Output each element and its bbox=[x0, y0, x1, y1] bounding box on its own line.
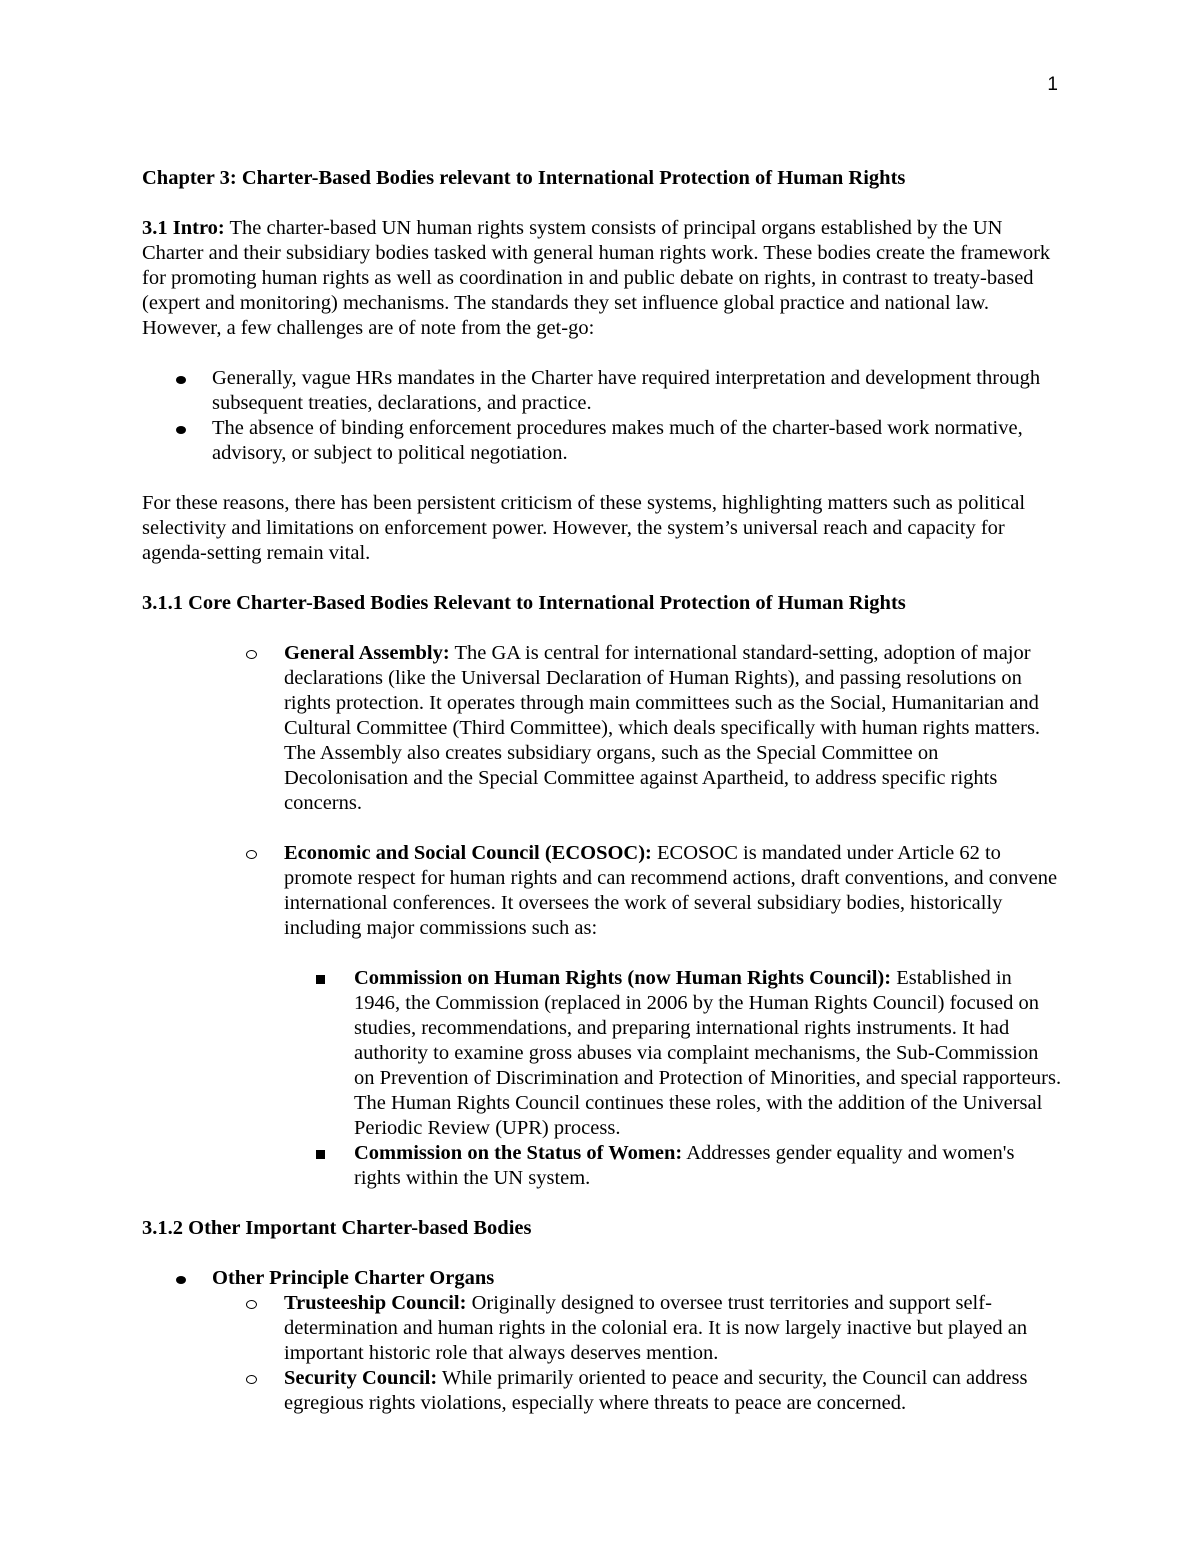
sc-label: Security Council: bbox=[284, 1367, 438, 1389]
intro-text: The charter-based UN human rights system consists of principal organs established by the UN Charter and their subsidiary bodies tasked with general human rights work. These bodies create the framework for promoting human rights as well as coordination in and public debate on rights, in contrast to treaty-based (expert and monitoring) mechanisms. The standards they set influence global practice and national law. However, a few challenges are of note from the get-go: bbox=[142, 217, 1051, 339]
ecosoc-text: ECOSOC is mandated under Article 62 to promote respect for human rights and can recommend actions, draft conventions, and convene international conferences. It oversees the work of several subsidiary bodies, historically including major commissions such as: bbox=[284, 842, 1058, 939]
intro-bullet-text: The absence of binding enforcement procedures makes much of the charter-based work normative, advisory, or subject to political negotiation. bbox=[212, 417, 1023, 464]
bullet-circle-icon bbox=[246, 841, 257, 866]
document-body bbox=[142, 166, 1062, 1416]
bullet-dot-icon bbox=[176, 366, 186, 391]
sc-text: While primarily oriented to peace and security, the Council can address egregious rights violations, especially where threats to peace are concerned. bbox=[284, 1367, 1028, 1414]
other-bodies-list bbox=[142, 1266, 1062, 1416]
list-item-other-principle-organs bbox=[142, 1266, 1062, 1416]
list-item-trusteeship-council bbox=[212, 1291, 1062, 1366]
core-bodies-list-ecosoc bbox=[142, 841, 1062, 941]
section-311-heading: 3.1.1 Core Charter-Based Bodies Relevant to International Protection of Human Rights bbox=[142, 592, 906, 614]
intro-bullet-text: Generally, vague HRs mandates in the Charter have required interpretation and development through subsequent treaties, declarations, and practice. bbox=[212, 367, 1041, 414]
bullet-dot-icon bbox=[176, 416, 186, 441]
bullet-circle-icon bbox=[246, 641, 257, 666]
ecosoc-label: Economic and Social Council (ECOSOC): bbox=[284, 842, 652, 864]
list-item-security-council bbox=[212, 1366, 1062, 1416]
intro-bullet-list bbox=[142, 366, 1062, 466]
ga-label: General Assembly: bbox=[284, 642, 450, 664]
bullet-dot-icon bbox=[176, 1266, 186, 1291]
other-organs-sublist bbox=[212, 1291, 1062, 1416]
tc-label: Trusteeship Council: bbox=[284, 1292, 467, 1314]
section-312-heading: 3.1.2 Other Important Charter-based Bodies bbox=[142, 1217, 532, 1239]
page-number: 1 bbox=[1047, 74, 1058, 95]
ecosoc-commissions-list bbox=[142, 966, 1062, 1191]
list-item bbox=[142, 366, 1062, 416]
csw-label: Commission on the Status of Women: bbox=[354, 1142, 683, 1164]
bullet-square-icon bbox=[316, 1141, 325, 1166]
bullet-circle-icon bbox=[246, 1291, 257, 1316]
intro-closing-paragraph: For these reasons, there has been persistent criticism of these systems, highlighting matters such as political selectivity and limitations on enforcement power. However, the system’s universal reach and capacity for agenda-setting remain vital. bbox=[142, 492, 1026, 564]
csw-text: Addresses gender equality and women's rights within the UN system. bbox=[354, 1142, 1015, 1189]
chapter-title: Chapter 3: Charter-Based Bodies relevant to International Protection of Human Rights bbox=[142, 167, 906, 189]
other-organs-label: Other Principle Charter Organs bbox=[212, 1267, 495, 1289]
chr-text: Established in 1946, the Commission (replaced in 2006 by the Human Rights Council) focused on studies, recommendations, and preparing international rights instruments. It had authority to examine gross abuses via complaint mechanisms, the Sub-Commission on Prevention of Discrimination and Protection of Minorities, and special rapporteurs. The Human Rights Council continues these roles, with the addition of the Universal Periodic Review (UPR) process. bbox=[354, 967, 1062, 1139]
tc-text: Originally designed to oversee trust territories and support self-determination and human rights in the colonial era. It is now largely inactive but played an important historic role that always deserves mention. bbox=[284, 1292, 1028, 1364]
list-item bbox=[142, 416, 1062, 466]
bullet-circle-icon bbox=[246, 1366, 257, 1391]
bullet-square-icon bbox=[316, 966, 325, 991]
list-item-commission-human-rights bbox=[142, 966, 1062, 1141]
list-item-commission-status-women bbox=[142, 1141, 1062, 1191]
intro-paragraph bbox=[142, 216, 1062, 341]
ga-text: The GA is central for international standard-setting, adoption of major declarations (like the Universal Declaration of Human Rights), and passing resolutions on rights protection. It operates through main committees such as the Social, Humanitarian and Cultural Committee (Third Committee), which deals specifically with human rights matters. The Assembly also creates subsidiary organs, such as the Special Committee on Decolonisation and the Special Committee against Apartheid, to address specific rights concerns. bbox=[284, 642, 1041, 814]
list-item-ecosoc bbox=[142, 841, 1062, 941]
chr-label: Commission on Human Rights (now Human Rights Council): bbox=[354, 967, 892, 989]
list-item-general-assembly bbox=[142, 641, 1062, 816]
core-bodies-list bbox=[142, 641, 1062, 816]
intro-label: 3.1 Intro: bbox=[142, 217, 225, 239]
